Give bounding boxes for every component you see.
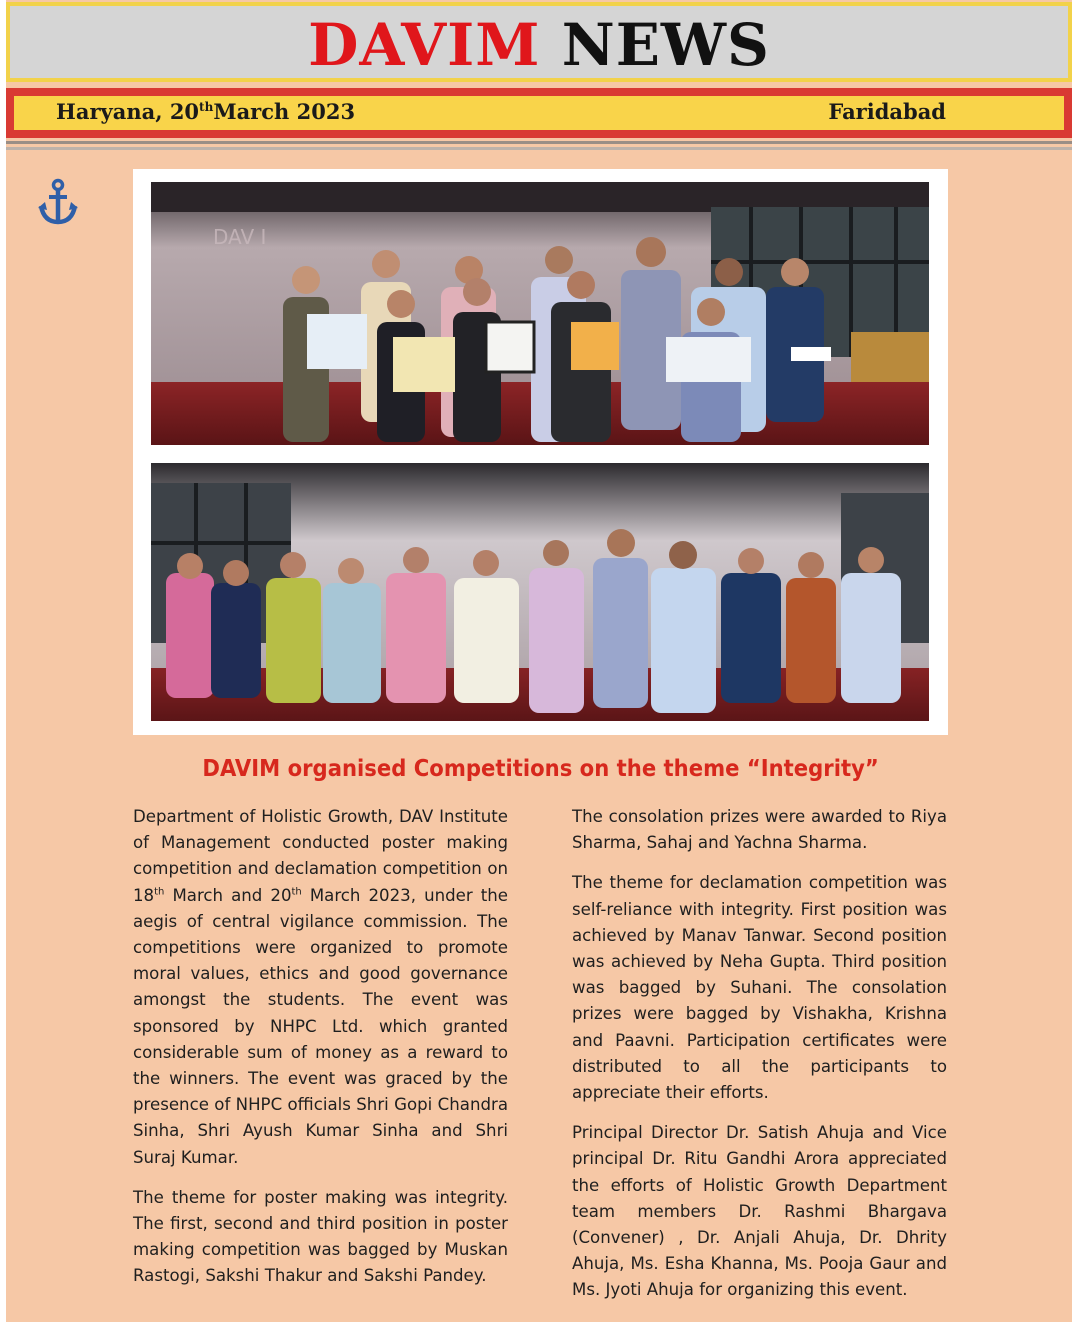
article-headline — [133, 756, 948, 782]
wall-lettering: DAV I — [213, 225, 267, 249]
group-photo-faculty — [151, 463, 929, 721]
left-paragraph-2: The theme for poster making was integrity. The first, second and third position in poster making competition was bagged by Muskan Rastogi, Sakshi Thakur and Sakshi Pandey. — [133, 1187, 508, 1286]
page-edge-right — [1072, 0, 1078, 1322]
masthead-title-black: NEWS — [561, 11, 770, 79]
article-headline-text: DAVIM organised Competitions on the theme “Integrity” — [202, 756, 879, 782]
anchor-icon — [36, 178, 80, 226]
masthead-title-red: DAVIM — [308, 11, 541, 79]
divider-line — [6, 141, 1072, 144]
left-paragraph-1 — [133, 804, 508, 1171]
left-p1-b: March and 20 — [164, 885, 292, 905]
left-p1-sup2: th — [291, 886, 302, 898]
left-p1-sup1: th — [154, 886, 165, 898]
dateline-place: Haryana, 20 — [56, 99, 200, 124]
right-paragraph-2: The theme for declamation competition was self-reliance with integrity. First position was achieved by Manav Tanwar. Second position was achieved by Neha Gupta. Third position was bagged by Suhani. The consolation prizes were bagged by Vishakha, Krishna and Paavni. Participation certificates were distributed to all the participants to appreciate their efforts. — [572, 873, 947, 1103]
right-paragraph-1: The consolation prizes were awarded to Riya Sharma, Sahaj and Yachna Sharma. — [572, 807, 947, 853]
article-column-right — [572, 804, 947, 1318]
dateline-inner — [14, 96, 1064, 130]
left-p1-a: Department of Holistic Growth, DAV Institute of Management conducted poster making competition and declamation competition on 18 — [133, 807, 508, 905]
photo-frame — [133, 169, 948, 735]
dateline-ordinal: th — [199, 100, 214, 114]
masthead-title — [10, 12, 1068, 78]
dateline-date — [56, 99, 355, 124]
article-column-left — [133, 804, 508, 1304]
masthead — [6, 2, 1072, 82]
right-paragraph-3: Principal Director Dr. Satish Ahuja and Vice principal Dr. Ritu Gandhi Arora appreciated the efforts of Holistic Growth Department team members Dr. Rashmi Bhargava (Convener) , Dr. Anjali Ahuja, Dr. Dhrity Ahuja, Ms. Esha Khanna, Ms. Pooja Gaur and Ms. Jyoti Ahuja for organizing this event. — [572, 1123, 947, 1300]
group-photo-poster-winners — [151, 182, 929, 445]
left-p1-c: March 2023, under the aegis of central vigilance commission. The competitions were organized to promote moral values, ethics and good governance amongst the students. The event was sponsored by NHPC Ltd. which granted considerable sum of money as a reward to the winners. The event was graced by the presence of NHPC officials Shri Gopi Chandra Sinha, Shri Ayush Kumar Sinha and Shri Suraj Kumar. — [133, 885, 508, 1167]
dateline-band — [6, 88, 1072, 138]
dateline-month-year: March 2023 — [213, 99, 356, 124]
dateline-city: Faridabad — [828, 99, 946, 124]
page-edge-left — [0, 0, 6, 1322]
divider-line — [6, 147, 1072, 150]
